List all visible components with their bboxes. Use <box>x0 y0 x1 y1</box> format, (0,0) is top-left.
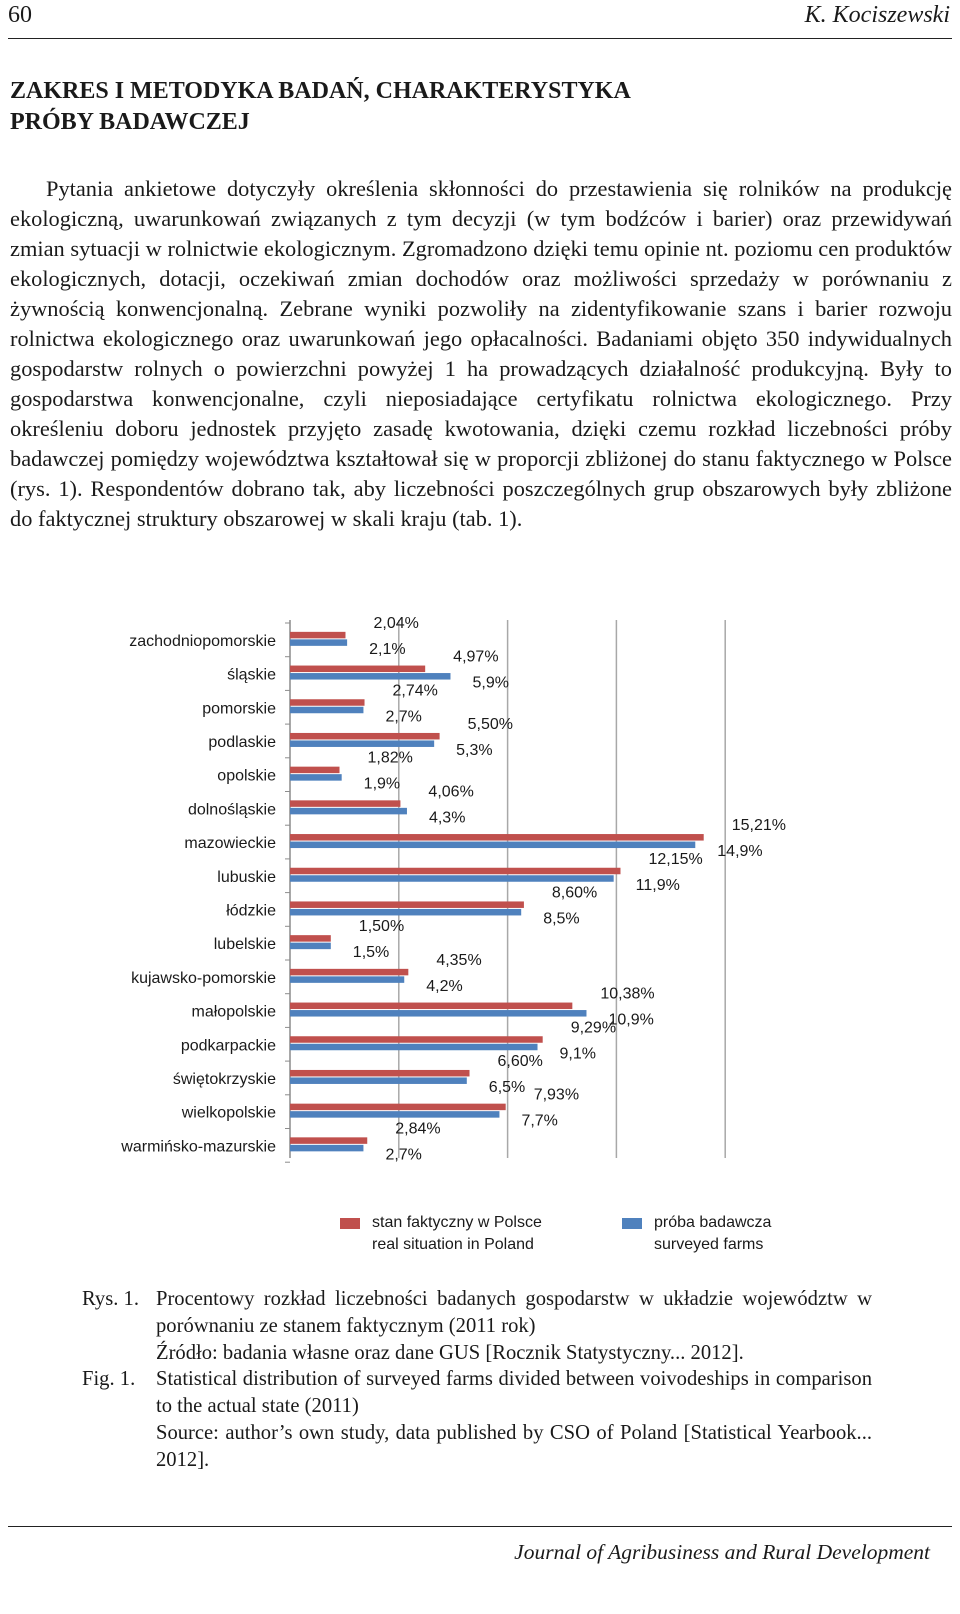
category-label: wielkopolskie <box>181 1104 276 1122</box>
data-label-real: 4,35% <box>436 951 482 969</box>
legend-swatch-real <box>340 1218 360 1229</box>
bar-real <box>290 1036 543 1043</box>
data-label-surveyed: 2,1% <box>369 640 406 658</box>
category-label: lubelskie <box>213 936 276 954</box>
chart-category-labels <box>120 633 276 1156</box>
data-label-real: 8,60% <box>551 884 598 902</box>
bar-real <box>290 969 408 976</box>
bar-surveyed <box>290 943 331 950</box>
data-label-surveyed: 9,1% <box>559 1045 596 1063</box>
bar-surveyed <box>290 909 521 916</box>
data-label-real: 7,93% <box>533 1086 580 1104</box>
data-label-real: 4,97% <box>453 648 499 666</box>
category-label: pomorskie <box>202 700 276 718</box>
bar-real <box>290 666 425 673</box>
data-label-surveyed: 10,9% <box>608 1011 654 1029</box>
data-label-surveyed: 5,9% <box>472 674 509 692</box>
category-label: małopolskie <box>191 1003 276 1021</box>
category-label: podkarpackie <box>180 1037 276 1055</box>
bar-real <box>290 632 345 639</box>
legend-surveyed-line2: surveyed farms <box>654 1236 764 1253</box>
body-text <box>10 174 952 534</box>
bar-real <box>290 1003 572 1010</box>
bar-surveyed <box>290 707 363 714</box>
page-number: 60 <box>8 2 32 28</box>
data-label-real: 2,84% <box>395 1120 441 1138</box>
category-label: zachodniopomorskie <box>129 632 276 650</box>
data-label-real: 9,29% <box>570 1019 617 1037</box>
category-label: lubuskie <box>217 868 276 886</box>
bar-real <box>290 767 340 774</box>
bar-surveyed <box>290 740 434 747</box>
data-label-real: 15,21% <box>731 817 786 835</box>
category-label: warmińsko-mazurskie <box>121 1138 276 1156</box>
data-label-surveyed: 4,2% <box>426 977 463 995</box>
bar-real <box>290 834 704 841</box>
section-heading <box>10 76 770 138</box>
legend-real-line2: real situation in Poland <box>372 1236 534 1253</box>
bar-real <box>290 935 331 942</box>
category-label: dolnośląskie <box>187 801 276 819</box>
category-label: świętokrzyskie <box>172 1070 276 1088</box>
caption-label-en: Fig. 1. <box>82 1368 136 1390</box>
body-paragraph: Pytania ankietowe dotyczyły określenia skłonności do przestawienia się rolników na produkcję ekologiczną, uwarunkowań związanych z tym decyzji (w tym bodźców i barier) oraz przewidywań zmian sytuacji w rolnictwie ekologicznym. Zgromadzono dzięki temu opinie nt. poziomu cen produktów ekologicznych, dotacji, oczekiwań zmian dochodów oraz możliwości sprzedaży w porównaniu z żywnością konwencjonalną. Zebrane wyniki pozwoliły na zidentyfikowanie szans i barier rozwoju rolnictwa ekologicznego oraz uwarunkowań jego opłacalności. Badaniami objęto 350 indywidualnych gospodarstw rolnych o powierzchni powyżej 1 ha prowadzących działalność produkcyjną. Były to gospodarstwa konwencjonalne, czyli nieposiadające certyfikatu rolnictwa ekologicznego. Przy określeniu doboru jednostek przyjęto zasadę kwotowania, dzięki czemu rozkład liczebności próby badawczej pomiędzy województwa kształtował się w proporcji zbliżonej do stanu faktycznego w Polsce (rys. 1). Respondentów dobrano tak, aby liczebności poszczególnych grup obszarowych były zbliżone do faktycznej struktury obszarowej w skali kraju (tab. 1). <box>10 176 952 531</box>
bar-real <box>290 1070 470 1077</box>
bar-real <box>290 1104 506 1111</box>
journal-name: Journal of Agribusiness and Rural Development <box>514 1540 930 1564</box>
data-label-surveyed: 1,9% <box>363 775 401 793</box>
legend-swatch-surveyed <box>622 1218 642 1229</box>
bar-surveyed <box>290 842 695 849</box>
bar-real <box>290 699 365 706</box>
bar-surveyed <box>290 774 342 781</box>
legend-surveyed-line1: próba badawcza <box>654 1214 772 1231</box>
data-label-surveyed: 5,3% <box>456 741 493 759</box>
category-label: opolskie <box>217 767 276 785</box>
data-label-surveyed: 7,7% <box>521 1112 558 1130</box>
bar-surveyed <box>290 976 404 983</box>
bar-surveyed <box>290 639 347 646</box>
bar-real <box>290 868 620 875</box>
bar-surveyed <box>290 1111 499 1118</box>
bar-surveyed <box>290 1044 538 1051</box>
caption-text-en: Statistical distribution of surveyed farms divided between voivodeships in comparison to the actual state (2011) <box>156 1368 872 1417</box>
data-label-surveyed: 2,7% <box>385 708 422 726</box>
bar-chart <box>0 612 960 1262</box>
data-label-surveyed: 8,5% <box>543 910 580 928</box>
data-label-surveyed: 1,5% <box>352 944 390 962</box>
bar-surveyed <box>290 875 614 882</box>
footer-rule <box>8 1526 952 1527</box>
data-label-real: 2,74% <box>392 682 438 700</box>
data-label-real: 10,38% <box>600 985 655 1003</box>
data-label-real: 2,04% <box>373 614 419 632</box>
data-label-surveyed: 2,7% <box>385 1146 422 1164</box>
legend-real-line1: stan faktyczny w Polsce <box>372 1214 542 1231</box>
data-label-surveyed: 11,9% <box>635 876 680 894</box>
data-label-surveyed: 6,5% <box>488 1078 526 1096</box>
bar-real <box>290 733 440 740</box>
bar-real <box>290 800 400 807</box>
data-label-real: 4,06% <box>428 783 474 801</box>
legend-entry-real <box>372 1212 542 1256</box>
bar-surveyed <box>290 1145 363 1152</box>
bar-real <box>290 1137 367 1144</box>
category-label: podlaskie <box>208 733 276 751</box>
figure-caption-pl <box>82 1286 872 1367</box>
legend-entry-surveyed <box>654 1212 771 1256</box>
section-heading-line1: ZAKRES I METODYKA BADAŃ, CHARAKTERYSTYKA <box>10 78 631 104</box>
data-label-surveyed: 14,9% <box>717 843 763 861</box>
category-label: śląskie <box>227 666 276 684</box>
bar-surveyed <box>290 1077 467 1084</box>
data-label-real: 1,50% <box>358 918 405 936</box>
category-label: mazowieckie <box>184 835 276 853</box>
data-label-real: 6,60% <box>497 1052 543 1070</box>
running-head-author: K. Kociszewski <box>804 2 950 28</box>
category-label: kujawsko-pomorskie <box>131 969 276 987</box>
data-label-real: 1,82% <box>367 749 413 767</box>
data-label-surveyed: 4,3% <box>428 809 466 827</box>
header-rule <box>8 38 952 39</box>
caption-source-pl: Źródło: badania własne oraz dane GUS [Rocznik Statystyczny... 2012]. <box>156 1342 744 1364</box>
bar-surveyed <box>290 673 450 680</box>
caption-label-pl: Rys. 1. <box>82 1288 139 1310</box>
caption-source-en: Source: author’s own study, data published by CSO of Poland [Statistical Yearbook... 2012]. <box>156 1422 872 1471</box>
category-label: łódzkie <box>226 902 276 920</box>
figure-caption-en <box>82 1366 872 1474</box>
bar-surveyed <box>290 1010 586 1017</box>
data-label-real: 12,15% <box>648 850 703 868</box>
section-heading-line2: PRÓBY BADAWCZEJ <box>10 109 250 135</box>
data-label-real: 5,50% <box>467 715 513 733</box>
bar-real <box>290 901 524 908</box>
caption-text-pl: Procentowy rozkład liczebności badanych gospodarstw w układzie województw w porównaniu ze stanem faktycznym (2011 rok) <box>156 1288 872 1337</box>
bar-surveyed <box>290 808 407 815</box>
